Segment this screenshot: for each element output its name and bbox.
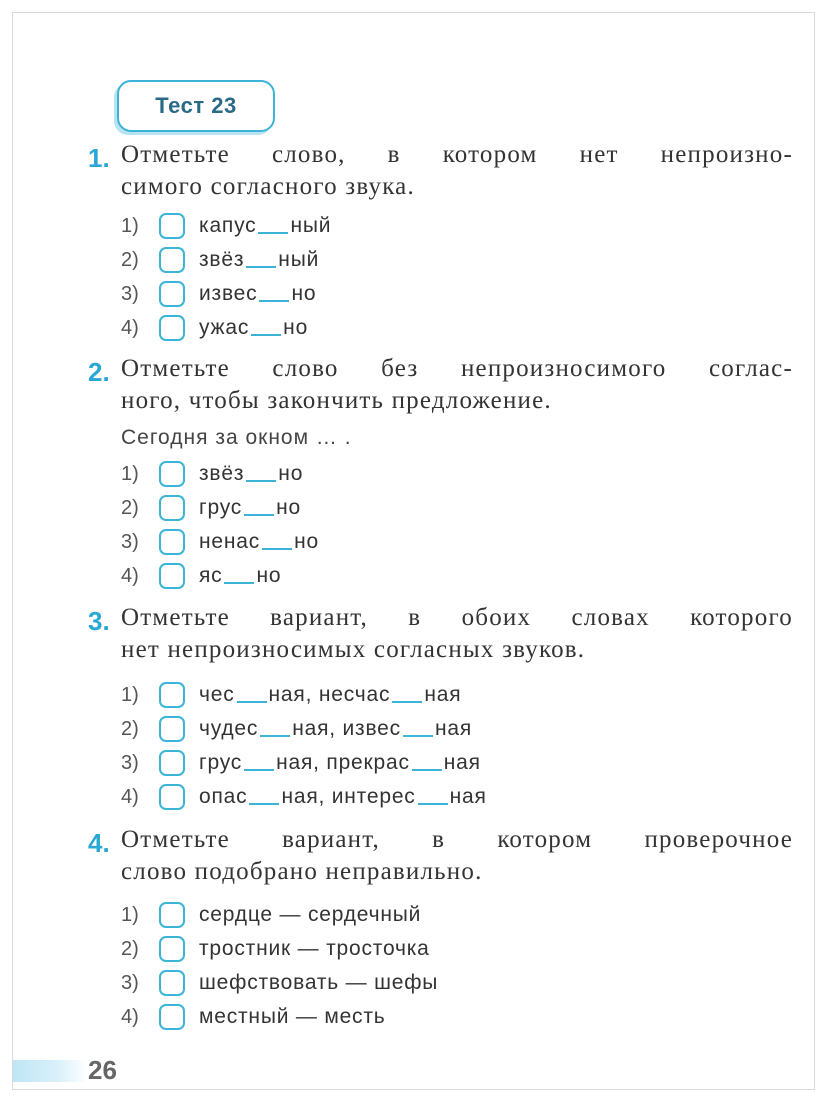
q1-option-3[interactable] — [121, 279, 316, 309]
option-text: звёз но — [199, 462, 304, 485]
q2-option-2[interactable] — [121, 493, 301, 523]
option-number: 1) — [121, 462, 139, 485]
option-number: 2) — [121, 937, 139, 960]
question-1-number: 1. — [88, 143, 110, 173]
answer-checkbox[interactable] — [159, 315, 185, 341]
q1-option-4[interactable] — [121, 313, 308, 343]
option-number: 2) — [121, 248, 139, 271]
question-3-number: 3. — [88, 606, 110, 636]
option-number: 3) — [121, 971, 139, 994]
answer-checkbox[interactable] — [159, 529, 185, 555]
option-text: сердце — сердечный — [199, 903, 422, 926]
option-text: ненас но — [199, 530, 319, 553]
blank-line — [403, 735, 433, 737]
q4-option-3[interactable] — [121, 968, 438, 998]
blank-line — [258, 232, 288, 234]
blank-line — [249, 803, 279, 805]
blank-line — [246, 480, 276, 482]
answer-checkbox[interactable] — [159, 281, 185, 307]
blank-line — [244, 514, 274, 516]
answer-checkbox[interactable] — [159, 902, 185, 928]
option-text: тростник — тросточка — [199, 937, 430, 960]
answer-checkbox[interactable] — [159, 213, 185, 239]
answer-checkbox[interactable] — [159, 495, 185, 521]
blank-line — [259, 300, 289, 302]
q4-option-1[interactable] — [121, 900, 421, 930]
option-number: 4) — [121, 1005, 139, 1028]
blank-line — [262, 548, 292, 550]
q1-option-1[interactable] — [121, 211, 331, 241]
q3-option-3[interactable] — [121, 748, 481, 778]
option-number: 2) — [121, 496, 139, 519]
blank-line — [237, 701, 267, 703]
option-text: чес ная, несчас ная — [199, 683, 462, 706]
page-number: 26 — [88, 1055, 117, 1085]
option-text: местный — месть — [199, 1005, 386, 1028]
blank-line — [392, 701, 422, 703]
q2-option-4[interactable] — [121, 561, 281, 591]
answer-checkbox[interactable] — [159, 461, 185, 487]
option-text: грус ная, прекрас ная — [199, 751, 481, 774]
question-4-line-1: Отметьте вариант, в котором проверочное — [121, 826, 793, 853]
blank-line — [260, 735, 290, 737]
option-number: 3) — [121, 282, 139, 305]
option-text: ужас но — [199, 316, 309, 339]
q2-option-1[interactable] — [121, 459, 303, 489]
q3-option-4[interactable] — [121, 782, 487, 812]
question-2-sentence: Сегодня за окном … . — [121, 426, 352, 449]
option-number: 4) — [121, 316, 139, 339]
option-number: 3) — [121, 530, 139, 553]
option-number: 3) — [121, 751, 139, 774]
answer-checkbox[interactable] — [159, 750, 185, 776]
question-1-line-2: симого согласного звука. — [121, 173, 415, 200]
question-4-line-2: слово подобрано неправильно. — [121, 858, 483, 885]
option-number: 1) — [121, 683, 139, 706]
question-1-line-1: Отметьте слово, в котором нет непроизно- — [121, 141, 793, 168]
option-number: 1) — [121, 214, 139, 237]
blank-line — [224, 582, 254, 584]
blank-line — [244, 769, 274, 771]
question-3-line-2: нет непроизносимых согласных звуков. — [121, 636, 586, 663]
blank-line — [412, 769, 442, 771]
blank-line — [246, 266, 276, 268]
answer-checkbox[interactable] — [159, 563, 185, 589]
option-number: 1) — [121, 903, 139, 926]
q2-option-3[interactable] — [121, 527, 319, 557]
question-2-line-1: Отметьте слово без непроизносимого соглас- — [121, 355, 793, 382]
blank-line — [251, 334, 281, 336]
page-number-bar — [13, 1060, 87, 1082]
question-2-number: 2. — [88, 357, 110, 387]
question-4-number: 4. — [88, 828, 110, 858]
answer-checkbox[interactable] — [159, 682, 185, 708]
answer-checkbox[interactable] — [159, 247, 185, 273]
test-label-badge: Тест 23 — [117, 80, 275, 132]
question-2-line-2: ного, чтобы закончить предложение. — [121, 387, 552, 414]
q3-option-1[interactable] — [121, 680, 461, 710]
q1-option-2[interactable] — [121, 245, 319, 275]
option-number: 2) — [121, 717, 139, 740]
option-text: звёз ный — [199, 248, 320, 271]
answer-checkbox[interactable] — [159, 936, 185, 962]
question-3-line-1: Отметьте вариант, в обоих словах которого — [121, 604, 793, 631]
option-text: яс но — [199, 564, 282, 587]
answer-checkbox[interactable] — [159, 970, 185, 996]
blank-line — [418, 803, 448, 805]
answer-checkbox[interactable] — [159, 1004, 185, 1030]
q3-option-2[interactable] — [121, 714, 472, 744]
workbook-page — [12, 12, 815, 1090]
answer-checkbox[interactable] — [159, 716, 185, 742]
option-text: капус ный — [199, 214, 332, 237]
option-text: опас ная, интерес ная — [199, 785, 487, 808]
option-text: извес но — [199, 282, 317, 305]
option-text: чудес ная, извес ная — [199, 717, 473, 740]
option-number: 4) — [121, 785, 139, 808]
option-text: грус но — [199, 496, 301, 519]
answer-checkbox[interactable] — [159, 784, 185, 810]
q4-option-2[interactable] — [121, 934, 430, 964]
q4-option-4[interactable] — [121, 1002, 386, 1032]
option-number: 4) — [121, 564, 139, 587]
option-text: шефствовать — шефы — [199, 971, 439, 994]
